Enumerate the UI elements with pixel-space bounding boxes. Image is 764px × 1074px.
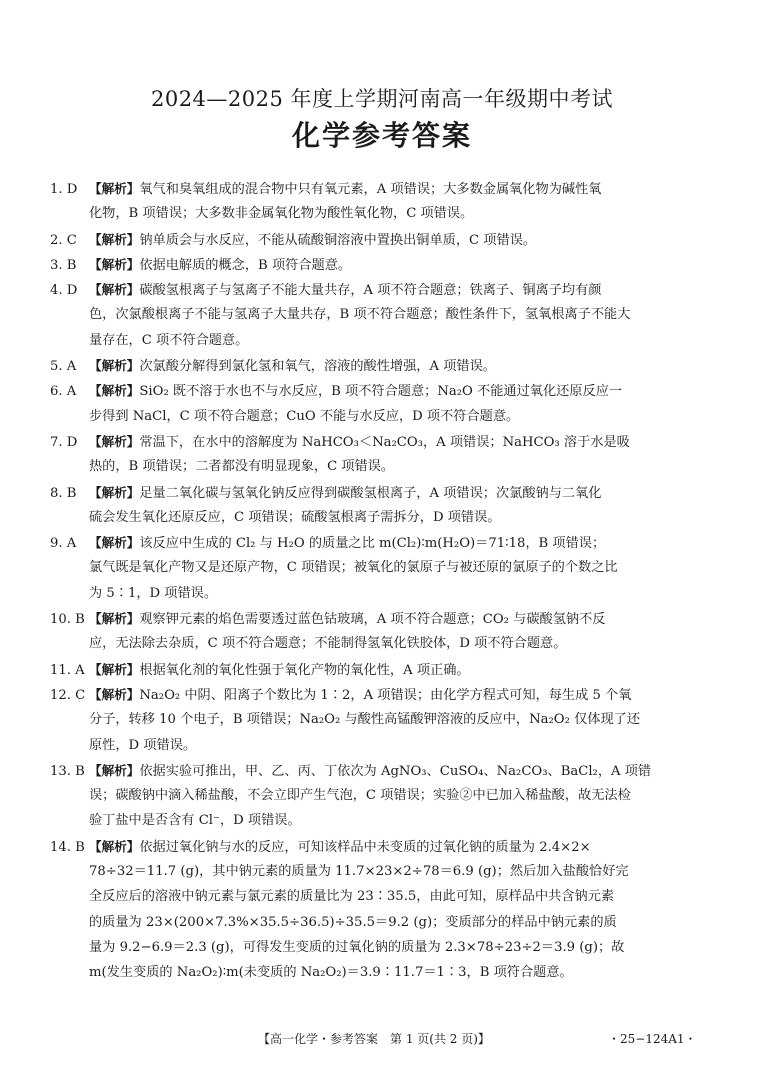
answer-item: [50, 480, 720, 531]
answer-line: [50, 555, 720, 580]
answer-line: [50, 277, 720, 302]
answer-text: 根据氧化剂的氧化性强于氧化产物的氧化性，A 项正确。: [139, 662, 470, 678]
analysis-tag: 【解析】: [89, 231, 140, 247]
answer-text: Na₂O₂ 中阴、阳离子个数比为 1∶2，A 项错误；由化学方程式可知，每生成 5 个氧: [139, 687, 632, 703]
page-title: 2024—2025 年度上学期河南高一年级期中考试: [150, 87, 614, 111]
answer-list: [50, 176, 720, 986]
answer-item: [50, 277, 720, 353]
answer-line: [50, 480, 720, 505]
answer-number: 4. D: [50, 283, 78, 299]
analysis-tag: 【解析】: [89, 433, 140, 449]
analysis-tag: 【解析】: [89, 181, 140, 196]
answer-text: 色，次氯酸根离子不能与氢离子大量共存，B 项不符合题意；酸性条件下，氢氧根离子不能大: [89, 307, 631, 323]
page-subtitle: 化学参考答案: [291, 119, 472, 152]
answer-line: [50, 429, 720, 454]
answer-item: [50, 353, 720, 378]
answer-item: [50, 252, 720, 277]
answer-number: 9. A: [50, 536, 77, 552]
answer-item: [50, 176, 720, 227]
analysis-tag: 【解析】: [89, 838, 140, 854]
analysis-tag: 【解析】: [89, 661, 140, 677]
answer-line: [50, 581, 720, 606]
answer-number: 2. C: [50, 232, 77, 248]
answer-line: [50, 682, 720, 707]
answer-text: 量存在，C 项不符合题意。: [89, 332, 249, 348]
answer-line: [50, 201, 720, 226]
answer-item: [50, 378, 720, 429]
answer-item: [50, 657, 720, 682]
answer-text: 观察钾元素的焰色需要透过蓝色钴玻璃，A 项不符合题意；CO₂ 与碳酸氢钠不反: [139, 612, 606, 628]
answer-line: [50, 960, 720, 985]
answer-text: 次氯酸分解得到氯化氢和氧气，溶液的酸性增强，A 项错误。: [139, 359, 496, 375]
footer-code: ・25−124A1・: [608, 1032, 697, 1046]
answer-text: 步得到 NaCl，C 项不符合题意；CuO 不能与水反应，D 项不符合题意。: [89, 408, 520, 424]
answer-number: 3. B: [50, 257, 77, 273]
analysis-tag: 【解析】: [89, 282, 140, 298]
answer-text: 足量二氧化碳与氢氧化钠反应得到碳酸氢根离子，A 项错误；次氯酸钠与二氧化: [139, 485, 602, 501]
answer-number: 1. D: [50, 182, 78, 197]
answer-line: [50, 657, 720, 682]
answer-line: [50, 631, 720, 656]
answer-text: 热的，B 项错误；二者都没有明显现象，C 项错误。: [89, 459, 395, 475]
answer-line: [50, 454, 720, 479]
answer-item: [50, 429, 720, 480]
answer-text: 依据实验可推出，甲、乙、丙、丁依次为 AgNO₃、CuSO₄、Na₂CO₃、BaCl₂，A 项错: [139, 763, 652, 779]
analysis-tag: 【解析】: [89, 383, 140, 399]
answer-text: 化物，B 项错误；大多数非金属氧化物为酸性氧化物，C 项错误。: [89, 206, 474, 222]
answer-text: 依据电解质的概念，B 项符合题意。: [139, 257, 352, 273]
answer-text: SiO₂ 既不溶于水也不与水反应，B 项不符合题意；Na₂O 不能通过氧化还原反应一: [139, 384, 623, 400]
analysis-tag: 【解析】: [89, 256, 140, 272]
analysis-tag: 【解析】: [89, 686, 140, 702]
answer-line: [50, 783, 720, 808]
answer-line: [50, 606, 720, 631]
answer-line: [50, 935, 720, 960]
analysis-tag: 【解析】: [89, 484, 140, 500]
answer-text: 分子，转移 10 个电子，B 项错误；Na₂O₂ 与酸性高锰酸钾溶液的反应中，Na₂O₂ 仅体现了还: [89, 712, 641, 728]
answer-text: 硫会发生氧化还原反应，C 项错误；硫酸氢根离子需拆分，D 项错误。: [89, 509, 501, 525]
answer-text: 全反应后的溶液中钠元素与氯元素的质量比为 23∶35.5，由此可知，原样品中共含钠元素: [89, 889, 615, 905]
answer-line: [50, 404, 720, 429]
answer-line: [50, 328, 720, 353]
answer-text: 碳酸氢根离子与氢离子不能大量共存，A 项不符合题意；铁离子、铜离子均有颜: [139, 283, 602, 299]
answer-item: [50, 227, 720, 252]
answer-text: 的质量为 23×(200×7.3%×35.5÷36.5)÷35.5＝9.2 (g)；变质部分的样品中钠元素的质: [89, 914, 617, 930]
answer-number: 5. A: [50, 359, 77, 375]
answer-text: 氯气既是氧化产物又是还原产物，C 项错误；被氧化的氯原子与被还原的氯原子的个数之比: [89, 560, 618, 576]
analysis-tag: 【解析】: [89, 358, 140, 374]
answer-text: m(发生变质的 Na₂O₂)∶m(未变质的 Na₂O₂)＝3.9∶11.7＝1∶3，B 项符合题意。: [89, 965, 573, 981]
answer-number: 6. A: [50, 384, 77, 400]
answer-line: [50, 910, 720, 935]
answer-text: 为 5∶1，D 项错误。: [89, 585, 218, 601]
answer-item: [50, 758, 720, 834]
answer-line: [50, 302, 720, 327]
answer-line: [50, 530, 720, 555]
answer-text: 依据过氧化钠与水的反应，可知该样品中未变质的过氧化钠的质量为 2.4×2×: [139, 839, 591, 855]
answer-number: 11. A: [50, 662, 85, 678]
answer-text: 量为 9.2−6.9＝2.3 (g)，可得发生变质的过氧化钠的质量为 2.3×78÷23÷2＝3.9 (g)；故: [89, 939, 625, 955]
answer-item: [50, 834, 720, 986]
answer-text: 常温下，在水中的溶解度为 NaHCO₃＜Na₂CO₃，A 项错误；NaHCO₃ 溶于水是吸: [139, 434, 630, 450]
answer-line: [50, 758, 720, 783]
answer-number: 14. B: [50, 839, 85, 855]
answer-text: 误；碳酸钠中滴入稀盐酸，不会立即产生气泡，C 项错误；实验②中已加入稀盐酸，故无法检: [89, 788, 631, 804]
analysis-tag: 【解析】: [89, 611, 140, 627]
answer-line: [50, 176, 720, 201]
analysis-tag: 【解析】: [89, 762, 140, 778]
answer-item: [50, 530, 720, 606]
answer-text: 钠单质会与水反应，不能从硫酸铜溶液中置换出铜单质，C 项错误。: [139, 232, 537, 248]
answer-text: 该反应中生成的 Cl₂ 与 H₂O 的质量之比 m(Cl₂)∶m(H₂O)＝71∶18，B 项错误；: [139, 536, 606, 552]
answer-text: 原性，D 项错误。: [89, 737, 197, 753]
answer-item: [50, 606, 720, 657]
answer-line: [50, 834, 720, 859]
answer-text: 氧气和臭氧组成的混合物中只有氧元素，A 项错误；大多数金属氧化物为碱性氧: [139, 182, 602, 197]
answer-line: [50, 707, 720, 732]
page-footer: [0, 1030, 764, 1048]
answer-line: [50, 808, 720, 833]
answer-line: [50, 733, 720, 758]
answer-line: [50, 859, 720, 884]
answer-line: [50, 378, 720, 403]
answer-line: [50, 353, 720, 378]
answer-item: [50, 682, 720, 758]
footer-page-info: 【高一化学・参考答案 第 1 页(共 2 页)】: [258, 1032, 490, 1046]
answer-text: 应，无法除去杂质，C 项不符合题意；不能制得氢氧化铁胶体，D 项不符合题意。: [89, 636, 567, 652]
answer-number: 10. B: [50, 612, 85, 628]
answer-number: 13. B: [50, 763, 85, 779]
answer-number: 8. B: [50, 485, 77, 501]
analysis-tag: 【解析】: [89, 535, 140, 551]
answer-number: 7. D: [50, 434, 78, 450]
answer-line: [50, 227, 720, 252]
answer-number: 12. C: [50, 687, 86, 703]
answer-line: [50, 505, 720, 530]
answer-text: 78÷32＝11.7 (g)，其中钠元素的质量为 11.7×23×2÷78＝6.9 (g)；然后加入盐酸恰好完: [89, 864, 629, 880]
answer-line: [50, 252, 720, 277]
answer-line: [50, 884, 720, 909]
answer-text: 验丁盐中是否含有 Cl⁻，D 项错误。: [89, 813, 301, 829]
